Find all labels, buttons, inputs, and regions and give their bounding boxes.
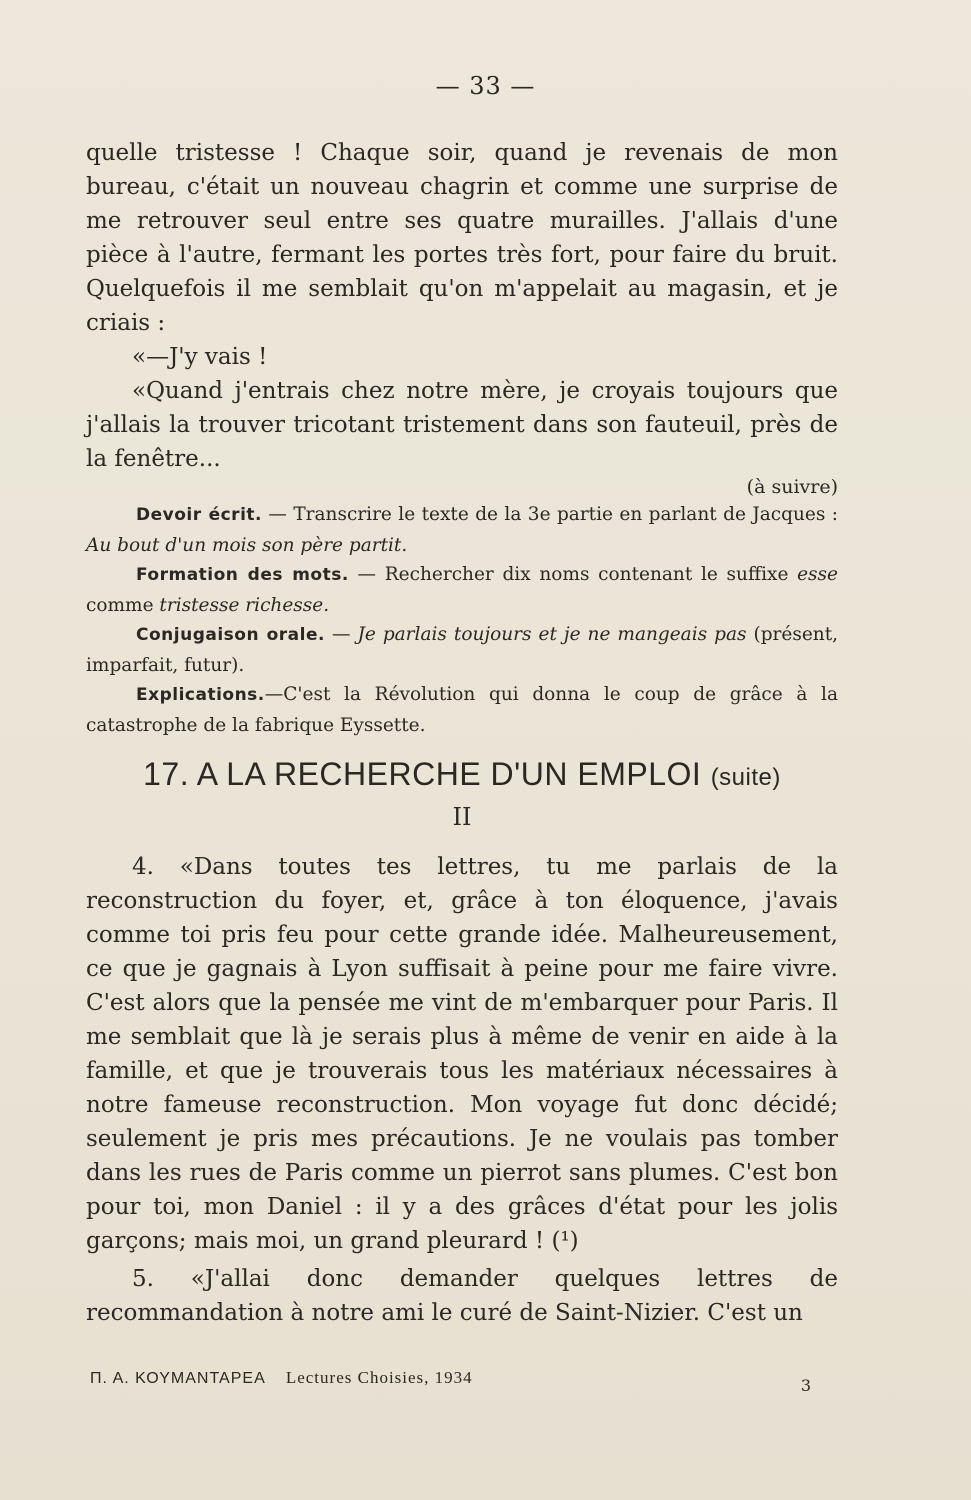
formation-mid: comme — [86, 594, 160, 616]
story-continuation — [86, 136, 838, 476]
story-part-two — [86, 850, 838, 1330]
formation-it2: tristesse richesse. — [159, 594, 330, 616]
paragraph-5-text: «J'allai donc demander quelques lettres de recommandation à notre ami le curé de Saint-Nizier. C'est un — [86, 1266, 838, 1326]
paragraph-5-number: 5. — [132, 1266, 154, 1292]
quand-paragraph: «Quand j'entrais chez notre mère, je croyais toujours que j'allais la trouver tricotant tristement dans son fauteuil, près de la fenêtre... — [86, 378, 838, 472]
sheet-number: 3 — [800, 1376, 811, 1395]
footer-book: Lectures Choisies, 1934 — [285, 1368, 473, 1387]
conjugaison-italic: Je parlais toujours et je ne mangeais pas — [357, 624, 747, 645]
conjugaison-exercise — [86, 620, 838, 680]
a-suivre: (à suivre) — [746, 476, 838, 498]
formation-exercise — [86, 560, 838, 620]
section-part: II — [452, 803, 472, 831]
footer — [90, 1368, 810, 1388]
footer-publisher: Π. Α. ΚΟΥΜΑΝΤΑΡΕΑ — [90, 1370, 266, 1387]
formation-label: Formation des mots. — [136, 565, 349, 585]
formation-it1: esse — [797, 564, 838, 585]
conjugaison-dash: — — [324, 624, 358, 645]
section-title — [86, 756, 838, 793]
quote-jy-vais: «—J'y vais ! — [132, 344, 268, 370]
formation-text: — Rechercher dix noms contenant le suffixe — [348, 564, 798, 585]
explications — [86, 680, 838, 740]
section-title-text: 17. A LA RECHERCHE D'UN EMPLOI — [143, 756, 702, 792]
paragraph-4-number: 4. — [132, 854, 154, 880]
devoir-label: Devoir écrit. — [136, 505, 262, 525]
section-heading — [86, 756, 838, 831]
intro-paragraph: quelle tristesse ! Chaque soir, quand je revenais de mon bureau, c'était un nouveau chagrin et comme une surprise de me retrouver seul entre ses quatre murailles. J'allais d'une pièce à l'autre, fermant les portes très fort, pour faire du bruit. Quelquefois il me semblait qu'on m'appelait au magasin, et je criais : — [86, 140, 838, 336]
explications-text: —C'est la Révolution qui donna le coup de grâce à la catastrophe de la fabrique Eyssette. — [86, 684, 838, 736]
devoir-text: — Transcrire le texte de la 3e partie en parlant de Jacques : — [261, 504, 838, 525]
exercises — [86, 500, 838, 740]
paragraph-4 — [86, 850, 838, 1258]
conjugaison-text: (présent, imparfait, futur). — [86, 624, 839, 676]
explications-label: Explications. — [136, 685, 265, 705]
page-number: — 33 — — [435, 72, 536, 100]
devoir-italic: Au bout d'un mois son père partit. — [86, 534, 408, 556]
paragraph-5 — [86, 1262, 838, 1330]
section-suite: (suite) — [710, 764, 781, 791]
devoir-exercise — [86, 500, 838, 560]
conjugaison-label: Conjugaison orale. — [136, 625, 325, 645]
paragraph-4-text: «Dans toutes tes lettres, tu me parlais de la reconstruction du foyer, et, grâce à ton éloquence, j'avais comme toi pris feu pour cette grande idée. Malheureusement, ce que je gagnais à Lyon suffisait à peine pour me faire vivre. C'est alors que la pensée me vint de m'embarquer pour Paris. Il me semblait que là je serais plus à même de venir en aide à la famille, et que je trouverais tous les matériaux nécessaires à notre fameuse reconstruction. Mon voyage fut donc décidé; seulement je pris mes précautions. Je ne voulais pas tomber dans les rues de Paris comme un pierrot sans plumes. C'est bon pour toi, mon Daniel : il y a des grâces d'état pour les jolis garçons; mais moi, un grand pleurard ! (¹) — [86, 854, 838, 1254]
